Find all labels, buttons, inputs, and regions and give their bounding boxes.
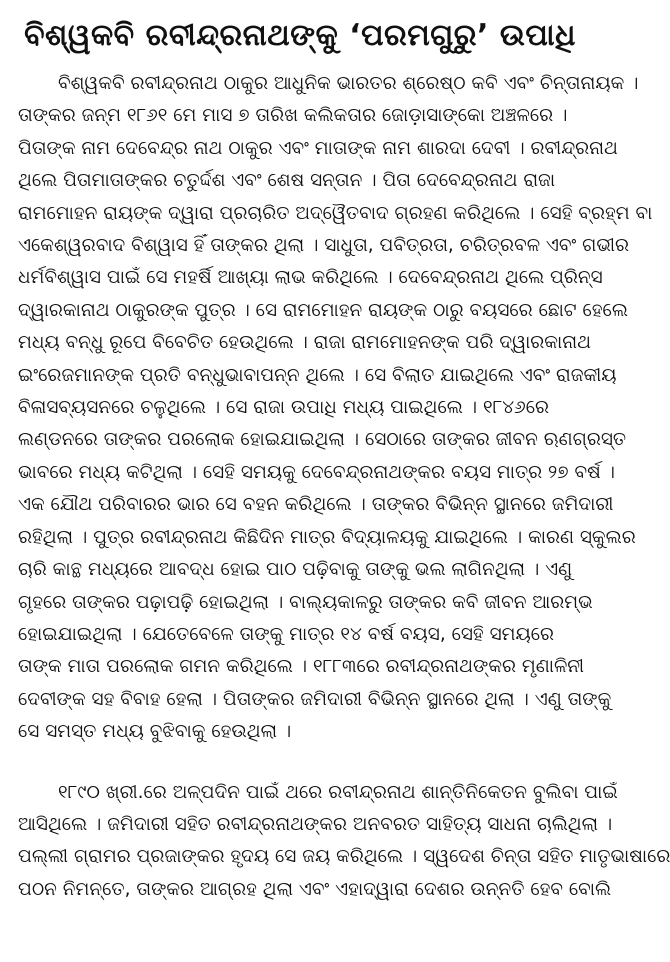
text-line: ସେ ସମସ୍ତ ମଧ୍ୟ ବୁଝିବାକୁ ହେଉଥିଲା । bbox=[18, 721, 292, 743]
text-line: ତାଙ୍କ ମାତା ପରଲୋକ ଗମନ କରିଥିଲେ । ୧୮୮୩ରେ ରବୀନ୍ଦ୍ରନାଥଙ୍କର ମୃଣାଳିନୀ bbox=[18, 656, 585, 678]
text-line: ବିଳାସବ୍ୟସନରେ ଚଳୁଥିଲେ । ସେ ରାଜା ଉପାଧି ମଧ୍ୟ ପାଇଥିଲେ । ୧୮୪୬ରେ bbox=[18, 397, 550, 419]
text-line: ଏକ ଯୌଥ ପରିବାରର ଭାର ସେ ବହନ କରିଥିଲେ । ତାଙ୍କର ବିଭିନ୍ନ ସ୍ଥାନରେ ଜମିଦାରୀ bbox=[18, 494, 614, 516]
text-line: ଆସିଥିଲେ । ଜମିଦାରୀ ସହିତ ରବୀନ୍ଦ୍ରନାଥଙ୍କର ଅନବରତ ସାହିତ୍ୟ ସାଧନା ଚାଲିଥିଲା । bbox=[18, 813, 613, 835]
text-line: ଧର୍ମବିଶ୍ୱାସ ପାଇଁ ସେ ମହର୍ଷି ଆଖ୍ୟା ଲାଭ କରିଥିଲେ । ଦେବେନ୍ଦ୍ରନାଥ ଥିଲେ ପ୍ରିନ୍ସ bbox=[18, 267, 603, 289]
text-line: ଭାବରେ ମଧ୍ୟ କଟିଥିଲା । ସେହି ସମୟକୁ ଦେବେନ୍ଦ୍ରନାଥଙ୍କର ବୟସ ମାତ୍ର ୨୭ ବର୍ଷ । bbox=[18, 461, 615, 483]
text-line: ତାଙ୍କର ଜନ୍ମ ୧୮୬୧ ମେ ମାସ ୭ ତାରିଖ କଲିକତାର ଜୋଡ଼ାସାଙ୍କୋ ଅଞ୍ଚଳରେ । bbox=[18, 105, 568, 127]
text-line: ପଠନ ନିମନ୍ତେ, ତାଙ୍କର ଆଗ୍ରହ ଥିଲା ଏବଂ ଏହାଦ୍ୱାରା ଦେଶର ଉନ୍ନତି ହେବ ବୋଲି bbox=[18, 878, 612, 900]
text-line: ମଧ୍ୟ ବନ୍ଧୁ ରୂପେ ବିବେଚିତ ହେଉଥିଲେ । ରାଜା ରାମମୋହନଙ୍କ ପରି ଦ୍ୱାରକାନାଥ bbox=[18, 332, 591, 354]
text-line: ଗୃହରେ ତାଙ୍କର ପଢ଼ାପଢ଼ି ହୋଇଥିଲା । ବାଲ୍ୟକାଳରୁ ତାଙ୍କର କବି ଜୀବନ ଆରମ୍ଭ bbox=[18, 591, 593, 613]
text-line: ଚାରି କାନ୍ଥ ମଧ୍ୟରେ ଆବଦ୍ଧ ହୋଇ ପାଠ ପଢ଼ିବାକୁ ତାଙ୍କୁ ଭଲ ଲାଗିନଥିଲା । ଏଣୁ bbox=[18, 559, 573, 581]
text-line: ରହିଥିଲା । ପୁତ୍ର ରବୀନ୍ଦ୍ରନାଥ କିଛିଦିନ ମାତ୍ର ବିଦ୍ୟାଳୟକୁ ଯାଇଥିଲେ । କାରଣ ସ୍କୁଲର bbox=[18, 526, 636, 548]
paragraph-1 bbox=[18, 68, 653, 749]
article-title: ବିଶ୍ୱକବି ରବୀନ୍ଦ୍ରନାଥଙ୍କୁ ‘ପରମଗୁରୁ’ ଉପାଧି bbox=[24, 18, 576, 53]
text-line: ଥିଲେ ପିତାମାତାଙ୍କର ଚତୁର୍ଦ୍ଦଶ ଏବଂ ଶେଷ ସନ୍ତାନ । ପିତା ଦେବେନ୍ଦ୍ରନାଥ ରାଜା bbox=[18, 170, 556, 192]
text-line: ପିତାଙ୍କ ନାମ ଦେବେନ୍ଦ୍ର ନାଥ ଠାକୁର ଏବଂ ମାତାଙ୍କ ନାମ ଶାରଦା ଦେବୀ । ରବୀନ୍ଦ୍ରନାଥ bbox=[18, 137, 618, 159]
text-line: ଲଣ୍ଡନରେ ତାଙ୍କର ପରଲୋକ ହୋଇଯାଇଥିଲା । ସେଠାରେ ତାଙ୍କର ଜୀବନ ଋଣଗ୍ରସ୍ତ bbox=[18, 429, 627, 451]
text-line: ୧୮୯୦ ଖ୍ରୀ.ରେ ଅଳ୍ପଦିନ ପାଇଁ ଥରେ ରବୀନ୍ଦ୍ରନାଥ ଶାନ୍ତିନିକେତନ ବୁଲିବା ପାଇଁ bbox=[58, 781, 618, 803]
text-line: ଇଂରେଜମାନଙ୍କ ପ୍ରତି ବନ୍ଧୁଭାବାପନ୍ନ ଥିଲେ । ସେ ବିଲାତ ଯାଇଥିଲେ ଏବଂ ରାଜକୀୟ bbox=[18, 364, 617, 386]
text-line: ରାମମୋହନ ରାୟଙ୍କ ଦ୍ୱାରା ପ୍ରଚାରିତ ଅଦ୍ୱୈତବାଦ ଗ୍ରହଣ କରିଥିଲେ । ସେହି ବ୍ରହ୍ମ ବା bbox=[18, 202, 653, 224]
text-line: ପଲ୍ଲୀ ଗ୍ରାମର ପ୍ରଜାଙ୍କର ହୃଦୟ ସେ ଜୟ କରିଥିଲେ । ସ୍ୱଦେଶ ଚିନ୍ତା ସହିତ ମାତୃଭାଷାରେ bbox=[18, 846, 670, 868]
paragraph-gap bbox=[18, 749, 582, 777]
text-line: ଏକେଶ୍ୱରବାଦ ବିଶ୍ୱାସ ହିଁ ତାଙ୍କର ଥିଲା । ସାଧୁତା, ପବିତ୍ରତା, ଚରିତ୍ରବଳ ଏବଂ ଗଭୀର bbox=[18, 235, 630, 257]
text-line: ଦ୍ୱାରକାନାଥ ଠାକୁରଙ୍କ ପୁତ୍ର । ସେ ରାମମୋହନ ରାୟଙ୍କ ଠାରୁ ବୟସରେ ଛୋଟ ହେଲେ bbox=[18, 299, 628, 321]
paragraph-2 bbox=[18, 777, 670, 907]
text-line: ଦେବୀଙ୍କ ସହ ବିବାହ ହେଲା । ପିତାଙ୍କର ଜମିଦାରୀ ବିଭିନ୍ନ ସ୍ଥାନରେ ଥିଲା । ଏଣୁ ତାଙ୍କୁ bbox=[18, 688, 612, 710]
text-line: ବିଶ୍ୱକବି ରବୀନ୍ଦ୍ରନାଥ ଠାକୁର ଆଧୁନିକ ଭାରତର ଶ୍ରେଷ୍ଠ କବି ଏବଂ ଚିନ୍ତାନାୟକ । bbox=[58, 73, 639, 94]
text-line: ହୋଇଯାଇଥିଲା । ଯେତେବେଳେ ତାଙ୍କୁ ମାତ୍ର ୧୪ ବର୍ଷ ବୟସ, ସେହି ସମୟରେ bbox=[18, 623, 555, 645]
